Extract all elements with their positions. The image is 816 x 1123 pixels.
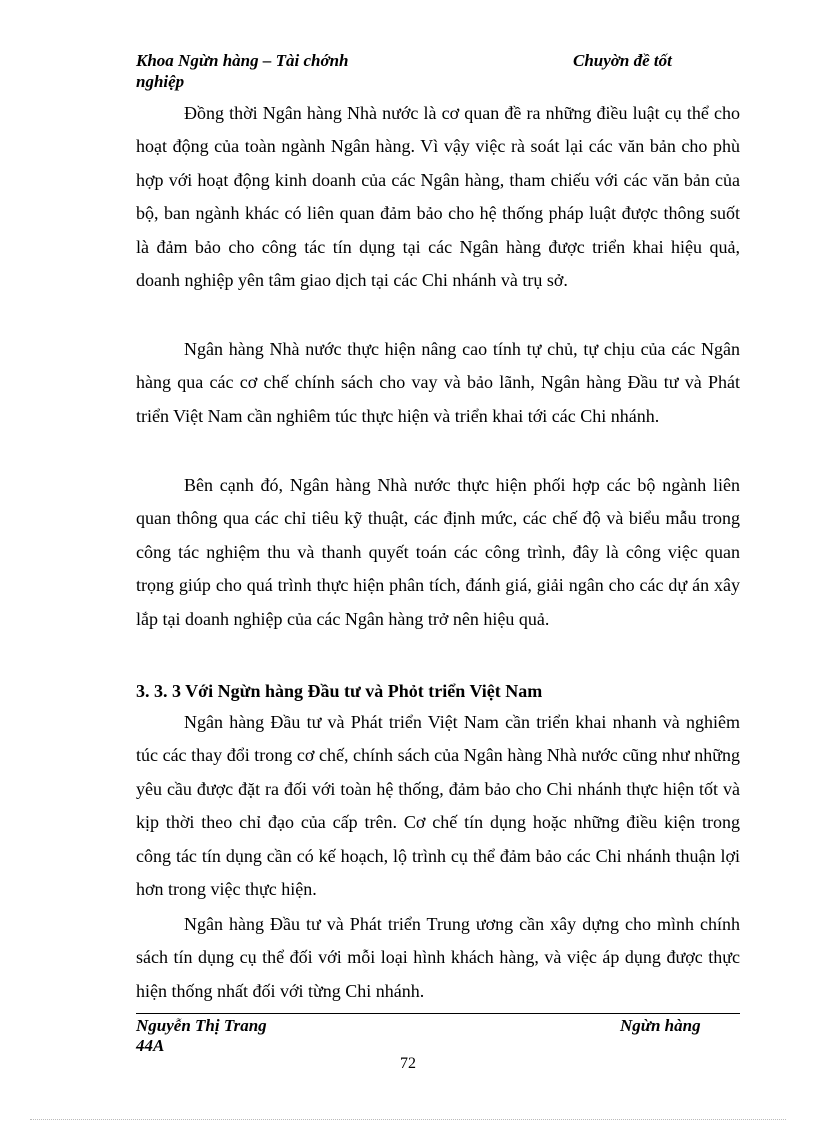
section-paragraph-2: Ngân hàng Đầu tư và Phát triển Trung ương cần xây dựng cho mình chính sách tín dụng cụ thể đối với mỗi loại hình khách hàng, và việc áp dụng được thực hiện thống nhất đối với từng Chi nhánh. [136,914,740,1001]
header-title: Chuyờn đề tốt [573,51,672,70]
paragraph-3: Bên cạnh đó, Ngân hàng Nhà nước thực hiện phối hợp các bộ ngành liên quan thông qua các chỉ tiêu kỹ thuật, các định mức, các chế độ và biểu mẫu trong công tác nghiệm thu và thanh quyết toán các công trình, đây là công việc quan trọng giúp cho quá trình thực hiện phân tích, đánh giá, giải ngân cho các dự án xây lắp tại doanh nghiệp của các Ngân hàng trở nên hiệu quả. [136,475,740,629]
page-number: 72 [400,1055,416,1072]
footer-continuation: 44A [136,1036,165,1055]
footer-department: Ngừn hàng [620,1016,701,1035]
header-faculty: Khoa Ngừn hàng – Tài chớnh [136,51,349,70]
page-edge-divider [30,1119,786,1120]
footer-author: Nguyễn Thị Trang [136,1016,267,1035]
section-paragraph-1: Ngân hàng Đầu tư và Phát triển Việt Nam cần triển khai nhanh và nghiêm túc các thay đổi trong cơ chế, chính sách của Ngân hàng Nhà nước cũng như những yêu cầu được đặt ra đối với toàn hệ thống, đảm bảo cho Chi nhánh thực hiện tốt và kịp thời theo chỉ đạo của cấp trên. Cơ chế tín dụng hoặc những điều kiện trong công tác tín dụng cần có kế hoạch, lộ trình cụ thể đảm bảo các Chi nhánh thuận lợi hơn trong việc thực hiện. [136,712,740,900]
footer-divider [136,1013,740,1014]
paragraph-1: Đồng thời Ngân hàng Nhà nước là cơ quan đề ra những điều luật cụ thể cho hoạt động của toàn ngành Ngân hàng. Vì vậy việc rà soát lại các văn bản cho phù hợp với hoạt động kinh doanh của các Ngân hàng, tham chiếu với các văn bản của bộ, ban ngành khác có liên quan đảm bảo cho hệ thống pháp luật được thông suốt là đảm bảo cho công tác tín dụng tại các Ngân hàng được triển khai hiệu quả, doanh nghiệp yên tâm giao dịch tại các Chi nhánh và trụ sở. [136,103,740,291]
header-continuation: nghiệp [136,72,185,91]
paragraph-2: Ngân hàng Nhà nước thực hiện nâng cao tính tự chủ, tự chịu của các Ngân hàng qua các cơ chế chính sách cho vay và bảo lãnh, Ngân hàng Đầu tư và Phát triển Việt Nam cần nghiêm túc thực hiện và triển khai tới các Chi nhánh. [136,339,740,426]
section-heading: 3. 3. 3 Với Ngừn hàng Đầu tư và Phỏt triển Việt Nam [136,681,543,701]
